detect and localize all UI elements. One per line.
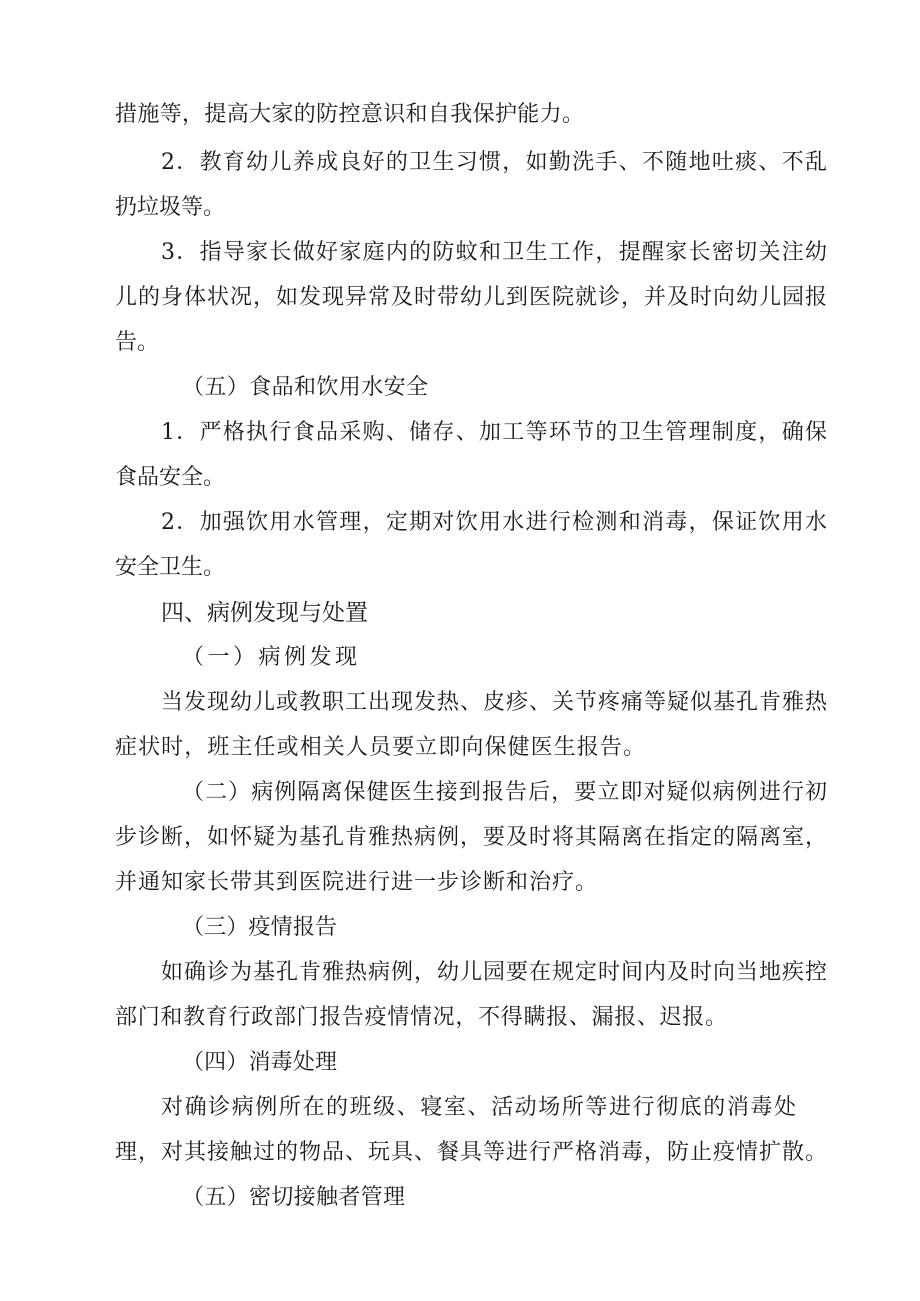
text-line: 部门和教育行政部门报告疫情情况，不得瞒报、漏报、迟报。 <box>115 1005 727 1030</box>
section-heading: （五）食品和饮用水安全 <box>182 375 428 400</box>
section-heading: （一）病例发现 <box>182 645 357 670</box>
text-line: 扔垃圾等。 <box>115 195 226 220</box>
section-heading: （五）密切接触者管理 <box>182 1185 405 1210</box>
text-line: 措施等，提高大家的防控意识和自我保护能力。 <box>115 102 584 127</box>
text-line: 步诊断，如怀疑为基孔肯雅热病例，要及时将其隔离在指定的隔离室， <box>115 825 827 850</box>
text-line: （二）病例隔离保健医生接到报告后，要立即对疑似病例进行初 <box>182 780 827 805</box>
text-line: 告。 <box>115 330 160 355</box>
text-line: 当发现幼儿或教职工出现发热、皮疹、关节疼痛等疑似基孔肯雅热 <box>161 690 827 715</box>
text-line: 2．教育幼儿养成良好的卫生习惯，如勤洗手、不随地吐痰、不乱 <box>161 150 827 175</box>
chapter-heading: 四、病例发现与处置 <box>161 600 368 626</box>
section-heading: （三）疫情报告 <box>182 915 337 940</box>
text-line: 理，对其接触过的物品、玩具、餐具等进行严格消毒，防止疫情扩散。 <box>115 1140 827 1165</box>
text-line: 对确诊病例所在的班级、寝室、活动场所等进行彻底的消毒处 <box>161 1095 796 1120</box>
text-line: 症状时，班主任或相关人员要立即向保健医生报告。 <box>115 735 645 760</box>
text-line: 安全卫生。 <box>115 555 226 580</box>
text-line: 并通知家长带其到医院进行进一步诊断和治疗。 <box>115 870 597 895</box>
text-line: 3．指导家长做好家庭内的防蚊和卫生工作，提醒家长密切关注幼 <box>161 240 827 265</box>
text-line: 2．加强饮用水管理，定期对饮用水进行检测和消毒，保证饮用水 <box>161 510 827 535</box>
text-line: 1．严格执行食品采购、储存、加工等环节的卫生管理制度，确保 <box>161 420 827 445</box>
text-line: 如确诊为基孔肯雅热病例，幼儿园要在规定时间内及时向当地疾控 <box>161 960 827 985</box>
text-line: 食品安全。 <box>115 465 226 490</box>
text-line: 儿的身体状况，如发现异常及时带幼儿到医院就诊，并及时向幼儿园报 <box>115 285 827 310</box>
section-heading: （四）消毒处理 <box>182 1050 337 1075</box>
